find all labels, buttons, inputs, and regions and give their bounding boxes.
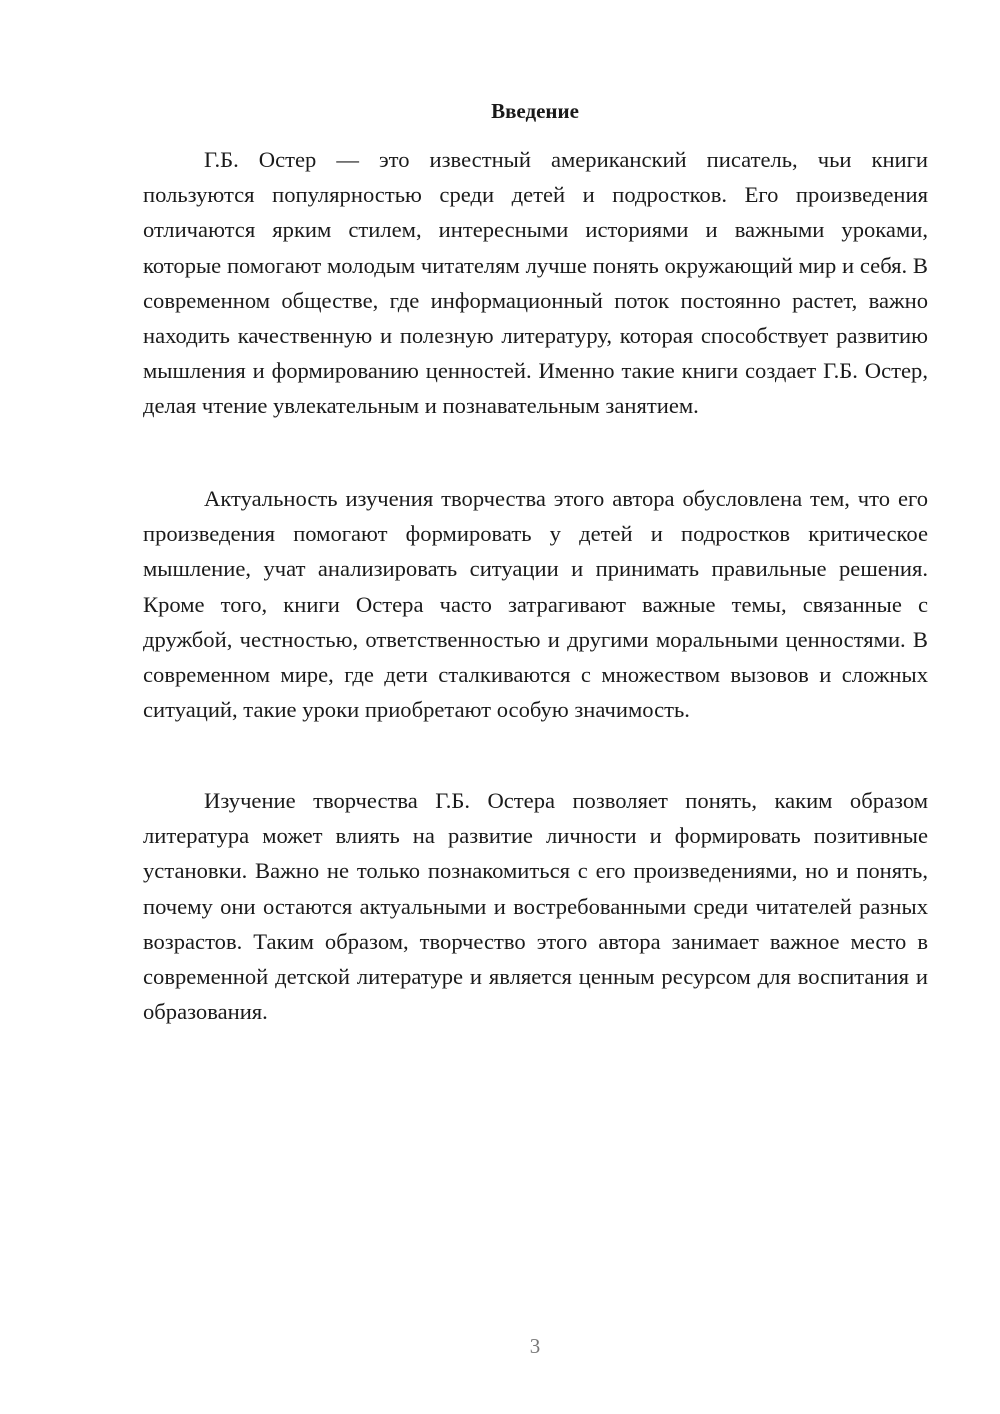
- section-title: Введение: [491, 99, 579, 123]
- paragraph-study: Изучение творчества Г.Б. Остера позволяет понять, каким образом литература может влиять на развитие личности и формировать позитивные установки. Важно не только познакомиться с его произведениями, но и понять, почему они остаются актуальными и востребованными среди читателей разных возрастов. Таким образом, творчество этого автора занимает важное место в современной детской литературе и является ценным ресурсом для воспитания и образования.: [143, 788, 928, 1025]
- page-number: 3: [529, 1334, 541, 1358]
- paragraph-intro: Г.Б. Остер — это известный американский писатель, чьи книги пользуются популярностью среди детей и подростков. Его произведения отличаются ярким стилем, интересными историями и важными уроками, которые помогают молодым читателям лучше понять окружающий мир и себя. В современном обществе, где информационный поток постоянно растет, важно находить качественную и полезную литературу, которая способствует развитию мышления и формированию ценностей. Именно такие книги создает Г.Б. Остер, делая чтение увлекательным и познавательным занятием.: [143, 147, 928, 419]
- paragraph-relevance: Актуальность изучения творчества этого автора обусловлена тем, что его произведения помогают формировать у детей и подростков критическое мышление, учат анализировать ситуации и принимать правильные решения. Кроме того, книги Остера часто затрагивают важные темы, связанные с дружбой, честностью, ответственностью и другими моральными ценностями. В современном мире, где дети сталкиваются с множеством вызовов и сложных ситуаций, такие уроки приобретают особую значимость.: [143, 486, 928, 723]
